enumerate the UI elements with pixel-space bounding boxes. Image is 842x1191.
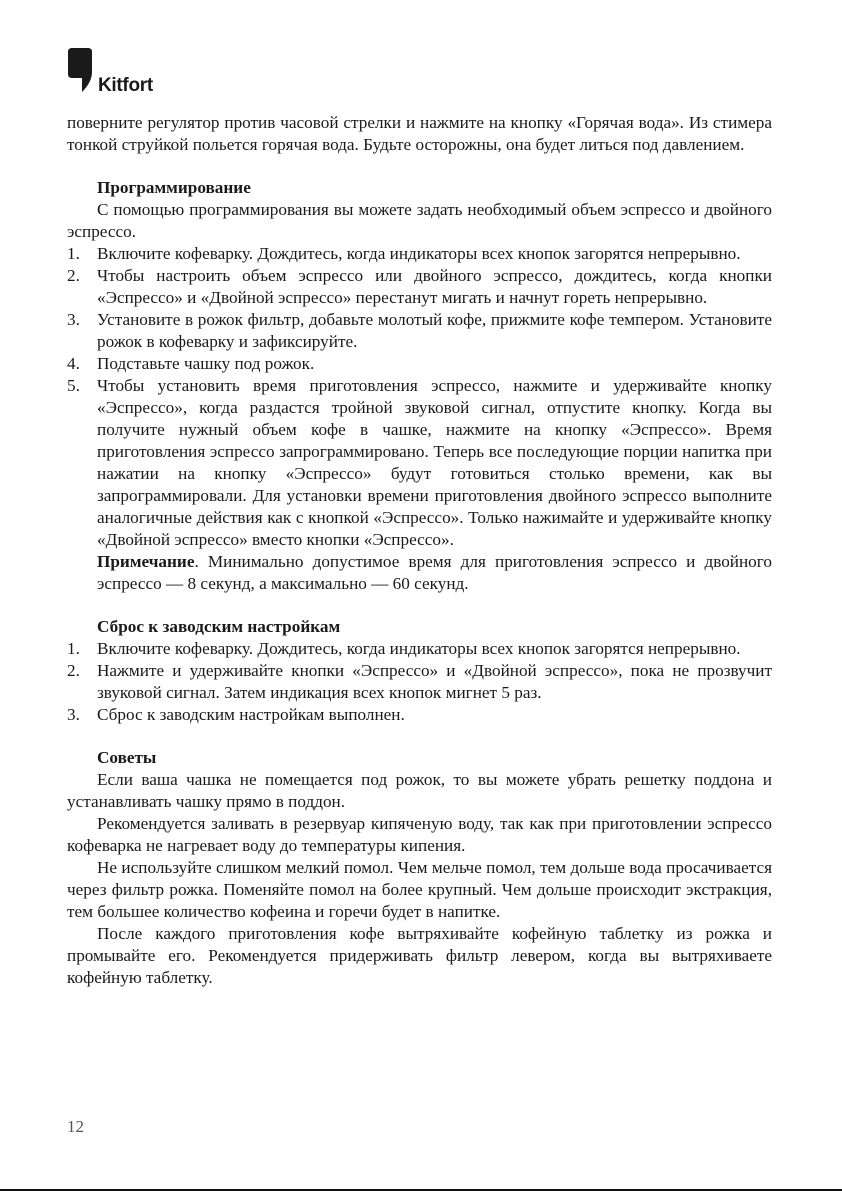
intro-paragraph: поверните регулятор против часовой стрелки и нажмите на кнопку «Горячая вода». Из стимера тонкой струйкой польется горячая вода. Будьте осторожны, она будет литься под давлением. (67, 113, 772, 154)
brand-logo (68, 48, 178, 98)
page-content (67, 112, 772, 989)
list-item: 3. Установите в рожок фильтр, добавьте молотый кофе, прижмите кофе темпером. Установите рожок в кофеварку и зафиксируйте. (67, 310, 772, 351)
list-item: 2. Чтобы настроить объем эспрессо или двойного эспрессо, дождитесь, когда кнопки «Эспрессо» и «Двойной эспрессо» перестанут мигать и начнут гореть непрерывно. (67, 266, 772, 307)
list-item: 2. Нажмите и удерживайте кнопки «Эспрессо» и «Двойной эспрессо», пока не прозвучит звуковой сигнал. Затем индикация всех кнопок мигнет 5 раз. (67, 661, 772, 702)
list-item: 1. Включите кофеварку. Дождитесь, когда индикаторы всех кнопок загорятся непрерывно. (67, 639, 741, 658)
tips-paragraph: После каждого приготовления кофе вытряхивайте кофейную таблетку из рожка и промывайте его. Рекомендуется придерживать фильтр левером, когда вы вытряхиваете кофейную таблетку. (67, 924, 772, 987)
page-number: 12 (67, 1117, 84, 1136)
logo-text: Kitfort (98, 75, 153, 96)
programming-lead: С помощью программирования вы можете задать необходимый объем эспрессо и двойного эспрессо. (67, 200, 772, 241)
reset-heading: Сброс к заводским настройкам (97, 617, 341, 636)
list-item: 3. Сброс к заводским настройкам выполнен. (67, 705, 405, 724)
note-paragraph (67, 551, 772, 595)
note-label: Примечание (97, 552, 195, 571)
tips-paragraph: Если ваша чашка не помещается под рожок, то вы можете убрать решетку поддона и устанавливать чашку прямо в поддон. (67, 770, 772, 811)
list-item: 4. Подставьте чашку под рожок. (67, 354, 315, 373)
tips-paragraph: Не используйте слишком мелкий помол. Чем мельче помол, тем дольше вода просачивается через фильтр рожка. Поменяйте помол на более крупный. Чем дольше происходит экстракция, тем большее количество кофеина и горечи будет в напитке. (67, 858, 772, 921)
tips-heading: Советы (97, 748, 157, 767)
programming-heading: Программирование (97, 178, 251, 197)
tips-paragraph: Рекомендуется заливать в резервуар кипяченую воду, так как при приготовлении эспрессо кофеварка не нагревает воду до температуры кипения. (67, 814, 772, 855)
list-item: 1. Включите кофеварку. Дождитесь, когда индикаторы всех кнопок загорятся непрерывно. (67, 244, 741, 263)
note-text: . Минимально допустимое время для приготовления эспрессо и двойного эспрессо — 8 секунд, а максимально — 60 секунд. (97, 552, 772, 593)
kitfort-logo-icon (68, 48, 92, 92)
list-item: 5. Чтобы установить время приготовления эспрессо, нажмите и удерживайте кнопку «Эспрессо», когда раздастся тройной звуковой сигнал, отпустите кнопку. Когда вы получите нужный объем кофе в чашке, нажмите на кнопку «Эспрессо». Время приготовления эспрессо запрограммировано. Теперь все последующие порции напитка при нажатии на кнопку «Эспрессо» будут готовиться столько времени, как вы запрограммировали. Для установки времени приготовления двойного эспрессо выполните аналогичные действия как с кнопкой «Эспрессо». Только нажимайте и удерживайте кнопку «Двойной эспрессо» вместо кнопки «Эспрессо». (67, 376, 772, 549)
